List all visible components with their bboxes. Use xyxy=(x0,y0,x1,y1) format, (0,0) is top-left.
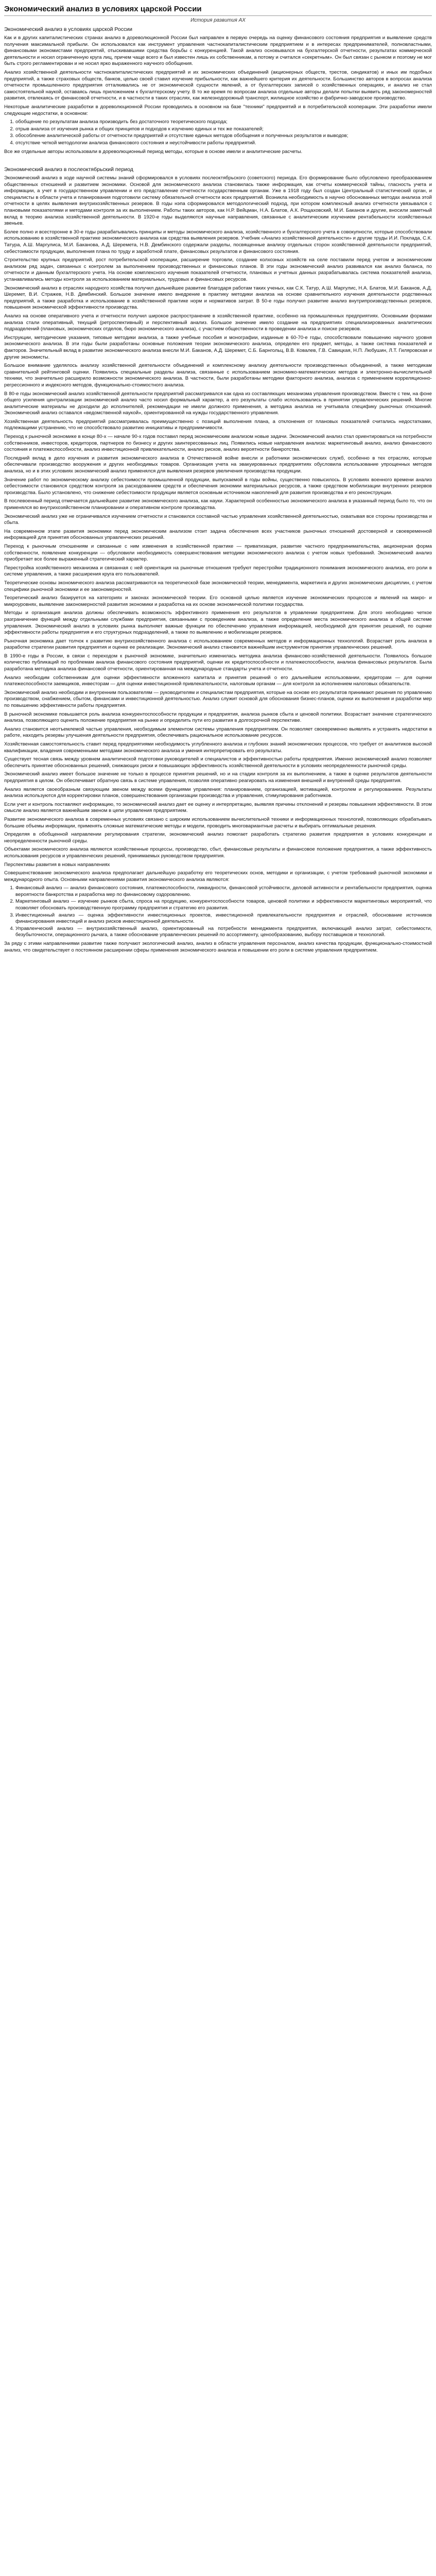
paragraph: Экономический анализ в отраслях народного хозяйства получил дальнейшее развитие благодаря работам таких ученых, как С.К. Татур, А.Ш. Маргулис, Н.А. Блатов, М.И. Баканов, А.Д. Шеремет, В.И. Стражев, Н.В. Дембинский. Большое значение имело внедрение в практику методики анализа на основе сравнительного изучения деятельности родственных предприятий, а также разработка и использование в хозяйственной практике норм и нормативов затрат. В 50-е годы получил развитие анализ внутрипроизводственных резервов, повышения экономической эффективности производства. xyxy=(4,285,432,311)
paragraph: За ряду с этими направлениями развитие также получают экологический анализ, анализ в области управления персоналом, анализ качества продукции, функционально-стоимостной анализ, что свидетельствует о постоянном расширении сферы применения экономического анализа и повышении его роли в системе управления предприятием. xyxy=(4,941,432,953)
paragraph: Некоторые аналитические разработки в дореволюционной России проводились в основном на базе "техники" предприятий и в потребительской кооперации. Эти разработки имели следующие недостатки, в основном: xyxy=(4,104,432,116)
paragraph: Методы и организация анализа должны обеспечивать возможность эффективного применения его результатов в управлении предприятием. Для этого необходимо четкое разграничение функций между отдельными службами предприятия, связанными с проведением анализа, а также определение места экономического анализа в общей системе управления. Экономический анализ в условиях рынка выполняет важные функции по обеспечению управления информацией, необходимой для принятия решений, по оценке эффективности работы предприятия и его структурных подразделений, а также по выявлению и мобилизации резервов. xyxy=(4,610,432,636)
paragraph: Инструкции, методические указания, типовые методики анализа, а также учебные пособия и монографии, изданные в 60-70-е годы, способствовали повышению научного уровня экономического анализа. В эти годы были разработаны основные положения теории экономического анализа, определен его предмет, методы, а также система показателей и факторов. Значительный вклад в развитие экономического анализа внесли М.И. Баканов, А.Д. Шеремет, С.Б. Барнгольц, В.В. Ковалев, Г.В. Савицкая, Н.П. Любушин, Л.Т. Гиляровская и другие экономисты. xyxy=(4,334,432,360)
paragraph: Экономический анализ в ходе научной системы знаний сформировался в условиях послеоктябрьского (советского) периода. Его формирование было обусловлено преобразованием общественных отношений и развитием экономики. Основой для экономического анализа становилась также информация, как отчеты коммерческой тайны, гласность учета и информации, а учет в государственном управлении и его представление отчетности государственным органам. Уже в 1918 году был создан Центральный статистический орган, и специалисты в области учета и планирования подготовили систему обязательной отчетности всех предприятий. Возникла необходимость в научно обоснованных методах анализа этой отчетности в целях выявления внутрихозяйственных резервов. В годы нэпа сформировался методологический подход, при котором комплексный анализ отчетности увязывался с плановыми показателями и методами контроля за их выполнением. Работы таких авторов, как Н.Р. Вейцман, Н.А. Блатов, А.К. Рощаховский, М.И. Баканов и другие, вносили заметный вклад в теорию анализа хозяйственной деятельности. В 1920-е годы выделяются научные направления, связанные с аналитическим изучением рентабельности хозяйственных звеньев. xyxy=(4,175,432,227)
section-tsarist xyxy=(4,26,432,155)
list-item: 2. Маркетинговый анализ — изучение рынков сбыта, спроса на продукцию, конкурентоспособности товаров, ценовой политики и эффективности маркетинговых мероприятий, что позволяет обосновать производственную программу предприятия и стратегию его развития. xyxy=(15,899,432,911)
list-item: 1. обобщение по результатам анализа производить без достаточного теоретического подхода; xyxy=(15,119,432,126)
list-item: 1. Финансовый анализ — анализ финансового состояния, платежеспособности, ликвидности, финансовой устойчивости, деловой активности и рентабельности предприятия, оценка вероятности банкротства и разработка мер по финансовому оздоровлению. xyxy=(15,885,432,898)
section-heading: Экономический анализ в послеоктябрьский период xyxy=(4,166,133,173)
paragraph: Экономический анализ имеет большое значение не только в процессе принятия решений, но и на стадии контроля за их выполнением, а также в оценке результатов деятельности предприятия в целом. Он обеспечивает обратную связь в системе управления, позволяя оперативно реагировать на изменения внешней и внутренней среды предприятия. xyxy=(4,771,432,784)
shortcomings-list xyxy=(15,119,432,146)
list-item: 2. отрыв анализа от изучения рынка и общих принципов и подходов к изучению единых и тех же показателей; xyxy=(15,126,432,133)
page-title: Экономический анализ в условиях царской России xyxy=(4,4,432,16)
list-item: 4. отсутствие четкой методологии анализа финансового состояния и неустойчивости работы предприятий. xyxy=(15,140,432,147)
directions-list xyxy=(15,885,432,939)
subsection-heading: Перспективы развития в новых направлениях xyxy=(4,861,110,868)
paragraph: Строительство крупных предприятий, рост потребительской кооперации, расширение торговли, создание колхозных хозяйств на селе поставили перед учетом и экономическим анализом ряд задач, связанных с контролем за выполнением производственных и финансовых планов. В эти годы экономический анализ развивался как анализ баланса, по отчетности и данным бухгалтерского учета. На основе комплексного изучения показателей отчетности, плановых и учетных данных разрабатывалась система показателей анализа, устанавливались методы контроля за использованием материальных, трудовых и финансовых ресурсов. xyxy=(4,257,432,282)
paragraph: Если учет и контроль поставляют информацию, то экономический анализ дает ее оценку и интерпретацию, выявляя причины отклонений и резервы повышения эффективности. В этом смысле анализ является важнейшим звеном в цепи управления предприятием. xyxy=(4,801,432,814)
list-item: 3. обособление аналитической работы от отчетности предприятий и отсутствие единых методов обобщения и полученных результатов и выводов; xyxy=(15,133,432,140)
list-item: 3. Инвестиционный анализ — оценка эффективности инвестиционных проектов, инвестиционной привлекательности предприятия и отраслей, обоснование источников финансирования инвестиций и анализ рисков инвестиционной деятельности. xyxy=(15,912,432,925)
paragraph: Перестройка хозяйственного механизма и связанная с ней ориентация на рыночные отношения требуют перестройки традиционного понимания экономического анализа, его роли в системе управления, а также расширения круга его пользователей. xyxy=(4,565,432,578)
paragraph: Объектами экономического анализа являются хозяйственные процессы, производство, сбыт, финансовые результаты и финансовое положение предприятия, а также эффективность использования ресурсов и управленческих решений, принимаемых руководством предприятия. xyxy=(4,846,432,859)
paragraph: Развитие экономического анализа в современных условиях связано с широким использованием вычислительной техники и информационных технологий, позволяющих обрабатывать большие объемы информации, применять сложные математические методы и модели, проводить многовариантные расчеты и выбирать оптимальные решения. xyxy=(4,816,432,829)
page xyxy=(4,0,432,961)
paragraph: Экономический анализ уже не ограничивался изучением отчетности и становился составной частью управления хозяйственной деятельностью, охватывая все стороны производства и сбыта. xyxy=(4,513,432,526)
section-post-october xyxy=(4,166,432,954)
paragraph: Хозяйственная деятельность предприятий рассматривалась преимущественно с позиций выполнения плана, а отклонения от плановых показателей считались недостатками, подлежащими устранению, что не способствовало развитию инициативы и предприимчивости. xyxy=(4,418,432,431)
paragraph: Как и в других капиталистических странах анализ в дореволюционной России был направлен в первую очередь на оценку финансового состояния предприятия и выявление средств получения максимальной прибыли. Он использовался как инструмент управления частнокапиталистическим предприятием и в интересах предпринимателей, полновластными, финансовыми экономистами предприятий, отыскивавшими средства борьбы с конкуренцией. Такой анализ основывался на бухгалтерской отчетности, результатах коммерческой деятельности и носил ограниченную круга лиц, причем чаще всего и был известен лишь их собственникам, а потому и считался «секретным». Он был связан с рынком и поэтому не мог быть строго регламентирован и не носил ярко выраженного научного обобщения. xyxy=(4,35,432,67)
paragraph: Переход к рыночной экономике в конце 80-х — начале 90-х годов поставил перед экономическим анализом новые задачи. Экономический анализ стал ориентироваться на потребности собственников, инвесторов, кредиторов, партнеров по бизнесу и других заинтересованных лиц. Появились новые направления анализа: маркетинговый анализ, анализ финансового состояния и платежеспособности, анализ инвестиционной привлекательности, анализ рисков, анализ вероятности банкротства. xyxy=(4,434,432,453)
paragraph: Переход к рыночным отношениям и связанные с ним изменения в хозяйственной практике — приватизация, развитие частного предпринимательства, акционерная форма собственности, появление конкуренции — обусловили необходимость совершенствования методики экономического анализа с учетом новых требований. Экономический анализ приобретает все более выраженный стратегический характер. xyxy=(4,543,432,563)
paragraph: В послевоенный период отмечается дальнейшее развитие экономического анализа, как науки. Характерной особенностью экономического анализа в указанный период было то, что он применялся во внутрихозяйственном планировании и оперативном контроле производства. xyxy=(4,498,432,511)
paragraph: Анализ необходим собственникам для оценки эффективности вложенного капитала и принятия решений о его дальнейшем использовании, кредиторам — для оценки платежеспособности заемщиков, инвесторам — для оценки инвестиционной привлекательности, налоговым органам — для контроля за исполнением налоговых обязательств. xyxy=(4,674,432,687)
paragraph: В 80-е годы экономический анализ хозяйственной деятельности предприятий рассматривался как одна из составляющих механизма управления производством. Вместе с тем, на фоне общего усиления централизации экономический анализ часто носил формальный характер, а его результаты слабо использовались в принятии управленческих решений. Многие аналитические материалы не доходили до исполнителей, рекомендации не имели должного применения, а методика анализа не учитывала специфику рыночных отношений. Экономический анализ оставался «ведомственной наукой», ориентированной на нужды государственного управления. xyxy=(4,391,432,416)
paragraph: Экономический анализ необходим и внутренним пользователям — руководителям и специалистам предприятия, которые на основе его результатов принимают решения по управлению производством, снабжением, сбытом, финансами и инвестиционной деятельностью. Анализ служит основой для обоснования бизнес-планов, оценки их выполнения и разработки мер по повышению эффективности работы предприятия. xyxy=(4,689,432,709)
paragraph: В 1990-е годы в России, в связи с переходом к рыночной экономике, значительно изменилась методика анализа финансово-хозяйственной деятельности. Появилось большое количество публикаций по проблемам анализа финансового состояния предприятий, оценки их кредитоспособности и платежеспособности, анализа финансовых результатов. Была разработана методика анализа финансовой отчетности, ориентированная на международные стандарты учета и отчетности. xyxy=(4,653,432,672)
paragraph: Анализ становится неотъемлемой частью управления, необходимым элементом системы управления предприятием. Он позволяет своевременно выявлять и устранять недостатки в работе, находить резервы улучшения деятельности предприятия, обеспечивать рациональное использование ресурсов. xyxy=(4,726,432,739)
paragraph: Большое внимание уделялось анализу хозяйственной деятельности объединений и комплексному анализу деятельности производственных объединений, а также методикам сравнительной рейтинговой оценки. Появились специальные разделы анализа, связанные с использованием экономико-математических методов и электронно-вычислительной техники, что значительно расширило возможности экономического анализа. В частности, были разработаны методики факторного анализа, анализа с применением корреляционно-регрессионного и индексного методов, функционально-стоимостного анализа. xyxy=(4,363,432,388)
paragraph: Рыночная экономика дает толчок к развитию внутрихозяйственного анализа с использованием современных методов и информационных технологий. Возрастает роль анализа в разработке стратегии развития предприятия и оценке ее реализации. Экономический анализ становится важнейшим инструментом принятия управленческих решений. xyxy=(4,638,432,651)
paragraph: Хозяйственная самостоятельность ставит перед предприятиями необходимость углубленного анализа и глубоких знаний экономических процессов, что требует от аналитиков высокой квалификации, владения современными методами экономического анализа и умения интерпретировать его результаты. xyxy=(4,741,432,754)
paragraph: Более полно и всесторонне в 30-е годы разрабатывались принципы и методы экономического анализа, хозяйственного и бухгалтерского учета в совокупности, которые способствовали использованию в хозяйственной практике экономического анализа как средства выявления резервов. Учебник «Анализ хозяйственной деятельности» и другие труды И.И. Поклада, С.К. Татура, А.Ш. Маргулиса, М.И. Баканова, А.Д. Шеремета, Н.В. Дембинского содержали разделы, посвященные анализу отдельных сторон хозяйственной деятельности предприятий, себестоимости продукции, выполнения плана по труду и заработной плате, финансовых результатов и финансового состояния. xyxy=(4,229,432,255)
paragraph: Все же отдельные авторы использовали в дореволюционный период методы, которые в основе имели и аналитические расчеты. xyxy=(4,148,303,155)
paragraph: На современном этапе развития экономики перед экономическим анализом стоит задача обеспечения всех участников рыночных отношений достоверной и своевременной информацией для принятия обоснованных управленческих решений. xyxy=(4,528,432,541)
paragraph: Теоретические основы экономического анализа рассматриваются на теоретической базе экономической теории, менеджмента, маркетинга и других экономических дисциплин, с учетом специфики рыночной экономики и ее закономерностей. xyxy=(4,580,432,592)
paragraph: Значение работ по экономическому анализу себестоимости промышленной продукции, выпускаемой в годы войны, существенно повысилось. В условиях военного времени анализ себестоимости становился средством контроля за расходованием средств и обеспечения экономии материальных ресурсов, а также средством мобилизации внутренних резервов производства. Было установлено, что снижение себестоимости продукции является основным источником накоплений для развития производства и его реконструкции. xyxy=(4,477,432,496)
paragraph: Анализ является своеобразным связующим звеном между всеми функциями управления: планированием, организацией, мотивацией, контролем и регулированием. Результаты анализа используются для корректировки планов, совершенствования организации производства и управления, стимулирования работников. xyxy=(4,786,432,799)
paragraph: Анализ хозяйственной деятельности частнокапиталистических предприятий и их экономических объединений (акционерных обществ, трестов, синдикатов) и иных им подобных предприятий, а также страховых обществ, банков, целью своей ставил изучение прибыльности, как важнейшего критерия их деятельности. Большинство авторов в вопросах анализа отчетности промышленного предприятия отталкивались не от экономической сущности явлений, а от бухгалтерских записей о хозяйственных операциях, и анализ не стал самостоятельной наукой, оставаясь лишь приложением к бухгалтерскому учету. В то же время по вопросам анализа отдельные авторы делали попытки выявить ряд закономерностей развития, отвлекаясь от финансовой отчетности, и в частности в таких отраслях, как железнодорожный транспорт, жилищное хозяйство и фабрично-заводское производство. xyxy=(4,69,432,101)
paragraph: Последний вклад в дело изучения и развития экономического анализа в Отечественной войне внесли и работники экономических служб, особенно в тех отраслях, которые обеспечивали производство вооружения и других необходимых товаров. Организация учета на эвакуированных предприятиях обусловила использование упрощенных методов анализа, но и в этих условиях экономический анализ применялся для выявления резервов увеличения производства продукции. xyxy=(4,455,432,474)
section-heading: Экономический анализ в условиях царской России xyxy=(4,26,132,32)
paragraph: Совершенствование экономического анализа предполагает дальнейшую разработку его теоретических основ, методики и организации, с учетом требований рыночной экономики и международного опыта. Основными направлениями развития экономического анализа являются: xyxy=(4,870,432,883)
paragraph: Существует тесная связь между уровнем аналитической подготовки руководителей и специалистов и эффективностью работы предприятия. Именно экономический анализ позволяет обеспечить принятие обоснованных решений, снижающих риски и повышающих эффективность хозяйственной деятельности в условиях неопределенности рыночной среды. xyxy=(4,756,432,769)
section-divider xyxy=(4,157,432,165)
list-item: 4. Управленческий анализ — внутрихозяйственный анализ, ориентированный на потребности менеджмента предприятия, включающий анализ затрат, себестоимости, безубыточности, операционного рычага, а также обоснование управленческих решений по ассортименту, ценообразованию, выбору поставщиков и технологий. xyxy=(15,926,432,939)
breadcrumb-link[interactable]: История развития АХ xyxy=(190,18,246,23)
paragraph: В рыночной экономике повышается роль анализа конкурентоспособности продукции и предприятия, анализа рынков сбыта и ценовой политики. Возрастает значение стратегического анализа, позволяющего оценить положение предприятия на рынке и определить пути его развития в долгосрочной перспективе. xyxy=(4,711,432,724)
paragraph: Анализ на основе оперативного учета и отчетности получил широкое распространение в хозяйственной практике, особенно на промышленных предприятиях. Основными формами анализа стали оперативный, текущий (ретроспективный) и перспективный анализ. Большое значение имело создание на предприятиях специализированных аналитических подразделений (плановых, экономических отделов, бюро экономического анализа), с участием общественности в проведении анализа и поиске резервов. xyxy=(4,313,432,332)
paragraph: Определяя в обобщенной направлении регулирования стратегии, экономический анализ помогает разработать стратегию развития предприятия в условиях конкуренции и неопределенности рыночной среды. xyxy=(4,832,432,844)
paragraph: Теоретический анализ базируется на категориях и законах экономической теории. Его основной целью является изучение экономических процессов и явлений на макро- и микроуровнях, выявление закономерностей развития экономики и разработка на их основе экономической политики государства. xyxy=(4,595,432,607)
